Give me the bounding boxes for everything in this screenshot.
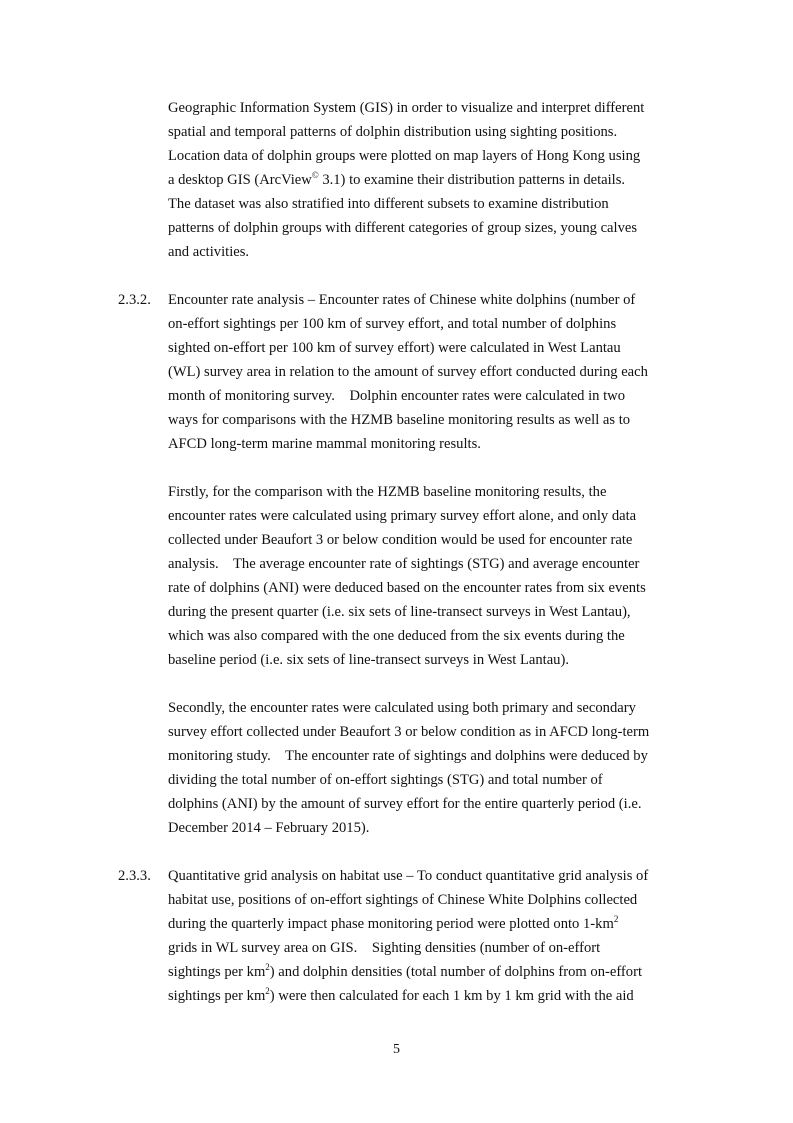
text-line: month of monitoring survey. Dolphin encounter rates were calculated in two <box>168 388 626 404</box>
text-line-arcview <box>168 168 703 192</box>
text-line: December 2014 – February 2015). <box>168 820 370 836</box>
text-line: dividing the total number of on-effort sightings (STG) and total number of <box>168 772 603 788</box>
section-2-3-2-paragraph <box>168 288 703 456</box>
text-line: Firstly, for the comparison with the HZMB baseline monitoring results, the <box>168 484 607 500</box>
text-line: baseline period (i.e. six sets of line-transect surveys in West Lantau). <box>168 652 569 668</box>
text-line: The dataset was also stratified into different subsets to examine distribution <box>168 196 609 212</box>
text-line: and activities. <box>168 244 250 260</box>
text-line: which was also compared with the one deduced from the six events during the <box>168 628 625 644</box>
text-line: Encounter rate analysis – Encounter rates of Chinese white dolphins (number of <box>168 292 636 308</box>
text-line: (WL) survey area in relation to the amount of survey effort conducted during each <box>168 364 648 380</box>
paragraph-secondly <box>168 696 703 840</box>
text-line: spatial and temporal patterns of dolphin distribution using sighting positions. <box>168 124 618 140</box>
text-fragment: 3.1) to examine their distribution patterns in details. <box>322 172 626 188</box>
text-fragment: a desktop GIS (ArcView <box>168 172 312 188</box>
text-line: analysis. The average encounter rate of sightings (STG) and average encounter <box>168 556 640 572</box>
text-fragment: sightings per km <box>168 964 266 980</box>
text-line: monitoring study. The encounter rate of sightings and dolphins were deduced by <box>168 748 648 764</box>
page-number: 5 <box>393 1042 400 1057</box>
section-number-2-3-2: 2.3.2. <box>118 292 151 308</box>
text-fragment: sightings per km <box>168 988 266 1004</box>
text-line: encounter rates were calculated using primary survey effort alone, and only data <box>168 508 637 524</box>
text-fragment: during the quarterly impact phase monitoring period were plotted onto 1-km <box>168 916 614 932</box>
text-line: Secondly, the encounter rates were calculated using both primary and secondary <box>168 700 636 716</box>
text-line-grid <box>168 912 703 936</box>
text-fragment: ) were then calculated for each 1 km by 1 km grid with the aid <box>269 988 634 1004</box>
text-line: survey effort collected under Beaufort 3 or below condition as in AFCD long-term <box>168 724 650 740</box>
text-line: collected under Beaufort 3 or below condition would be used for encounter rate <box>168 532 633 548</box>
superscript-2: 2 <box>265 986 270 996</box>
superscript-2: 2 <box>265 962 270 972</box>
paragraph-firstly <box>168 480 703 672</box>
text-line: habitat use, positions of on-effort sightings of Chinese White Dolphins collected <box>168 892 638 908</box>
text-line: dolphins (ANI) by the amount of survey effort for the entire quarterly period (i.e. <box>168 796 642 812</box>
section-number-2-3-3: 2.3.3. <box>118 868 151 884</box>
text-fragment: ) and dolphin densities (total number of dolphins from on-effort <box>269 964 643 980</box>
superscript-2: 2 <box>613 914 619 924</box>
text-line-sighting-density <box>168 960 703 984</box>
text-line: rate of dolphins (ANI) were deduced based on the encounter rates from six events <box>168 580 646 596</box>
text-line: Quantitative grid analysis on habitat use – To conduct quantitative grid analysis of <box>168 868 649 884</box>
text-line: sighted on-effort per 100 km of survey effort) were calculated in West Lantau <box>168 340 621 356</box>
paragraph-gis-continuation <box>168 96 703 264</box>
text-line: patterns of dolphin groups with different categories of group sizes, young calves <box>168 220 638 236</box>
text-line-dolphin-density <box>168 984 703 1008</box>
text-line: AFCD long-term marine mammal monitoring results. <box>168 436 481 452</box>
text-line: Geographic Information System (GIS) in order to visualize and interpret different <box>168 100 645 116</box>
text-line: Location data of dolphin groups were plotted on map layers of Hong Kong using <box>168 148 641 164</box>
text-line: during the present quarter (i.e. six sets of line-transect surveys in West Lantau), <box>168 604 631 620</box>
text-line: on-effort sightings per 100 km of survey effort, and total number of dolphins <box>168 316 617 332</box>
text-line: ways for comparisons with the HZMB baseline monitoring results as well as to <box>168 412 631 428</box>
copyright-superscript: © <box>311 170 319 180</box>
section-2-3-3-paragraph <box>168 864 703 1008</box>
text-line: grids in WL survey area on GIS. Sighting densities (number of on-effort <box>168 940 601 956</box>
